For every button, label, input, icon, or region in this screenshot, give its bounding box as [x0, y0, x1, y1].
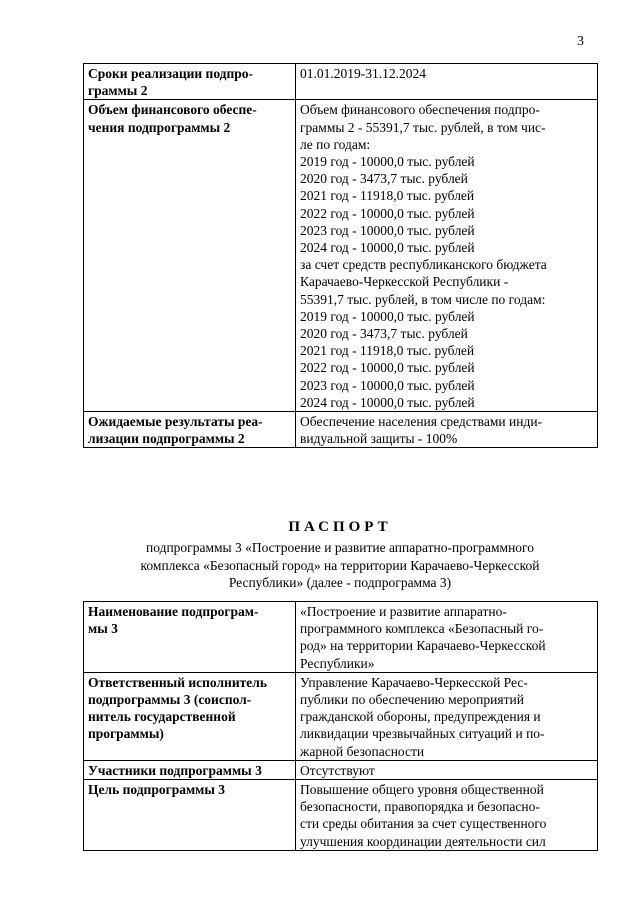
subprogram-3-passport-table [83, 601, 598, 851]
row-value-line: 2024 год - 10000,0 тыс. рублей [300, 394, 475, 410]
row-value-line: программного комплекса «Безопасный го- [300, 621, 544, 637]
row-value-line: ликвидации чрезвычайных ситуаций и по- [300, 726, 545, 742]
row-value-cell [296, 780, 598, 851]
row-label-line: Объем финансового обеспе- [88, 102, 257, 118]
table-row [84, 64, 598, 100]
row-value-line: Республики» [300, 655, 375, 671]
subtitle-line: Республики» (далее - подпрограмма 3) [228, 575, 452, 591]
subtitle-line: комплекса «Безопасный город» на территории Карачаево-Черкесской [140, 557, 540, 573]
passport-heading: ПАСПОРТ [288, 519, 392, 535]
row-label-line: лизации подпрограммы 2 [88, 431, 245, 447]
row-value-line: Обеспечение населения средствами инди- [300, 414, 543, 430]
row-value-line: за счет средств республиканского бюджета [300, 257, 547, 273]
row-label-line: Цель подпрограммы 3 [88, 782, 226, 798]
row-label-cell [84, 100, 296, 412]
row-value-line: Управление Карачаево-Черкесской Рес- [300, 674, 528, 690]
row-value-line: 55391,7 тыс. рублей, в том числе по годам: [300, 291, 546, 307]
row-value-line: Отсутствуют [300, 762, 375, 778]
table-row [84, 602, 598, 673]
row-value-line: 2022 год - 10000,0 тыс. рублей [300, 205, 475, 221]
row-value-cell [296, 672, 598, 760]
row-value-line: 2022 год - 10000,0 тыс. рублей [300, 360, 475, 376]
passport-subtitle [80, 539, 600, 592]
row-value-line: граммы 2 - 55391,7 тыс. рублей, в том чис- [300, 119, 546, 135]
row-value-cell [296, 412, 598, 448]
row-label-cell [84, 412, 296, 448]
row-value-line: видуальной защиты - 100% [300, 431, 458, 447]
row-label-line: чения подпрограммы 2 [88, 119, 231, 135]
row-label-line: Сроки реализации подпро- [88, 66, 254, 81]
row-value-line: жарной безопасности [300, 743, 425, 759]
row-label-cell [84, 672, 296, 760]
row-label-cell [84, 64, 296, 100]
page-number: 3 [577, 34, 584, 49]
row-value-line: «Построение и развитие аппаратно- [300, 604, 507, 619]
row-label-line: Ожидаемые результаты реа- [88, 414, 263, 430]
row-label-line: программы) [88, 726, 164, 742]
row-value-line: род» на территории Карачаево-Черкесской [300, 638, 546, 654]
row-value-cell [296, 100, 598, 412]
row-value-line: Объем финансового обеспечения подпро- [300, 102, 540, 118]
row-label-cell [84, 602, 296, 673]
row-value-line: гражданской обороны, предупреждения и [300, 709, 541, 725]
row-value-line: 01.01.2019-31.12.2024 [300, 66, 426, 81]
row-value-line: сти среды обитания за счет существенного [300, 816, 547, 832]
row-label-cell [84, 760, 296, 779]
row-label-line: Наименование подпрограм- [88, 604, 259, 619]
row-label-line: Участники подпрограммы 3 [88, 762, 262, 778]
row-label-cell [84, 780, 296, 851]
row-value-line: 2019 год - 10000,0 тыс. рублей [300, 154, 475, 170]
table-row [84, 672, 598, 760]
row-value-line: Карачаево-Черкесской Республики - [300, 274, 509, 290]
row-value-line: 2021 год - 11918,0 тыс. рублей [300, 188, 475, 204]
row-label-line: мы 3 [88, 621, 118, 637]
row-value-line: ле по годам: [300, 136, 371, 152]
row-label-line: нитель государственной [88, 709, 236, 725]
subtitle-line: подпрограммы 3 «Построение и развитие аппаратно-программного [145, 540, 535, 555]
row-value-line: 2021 год - 11918,0 тыс. рублей [300, 343, 475, 359]
row-value-line: 2020 год - 3473,7 тыс. рублей [300, 326, 468, 342]
row-label-line: граммы 2 [88, 83, 148, 99]
row-value-line: 2024 год - 10000,0 тыс. рублей [300, 240, 475, 256]
table-row [84, 412, 598, 448]
row-value-cell [296, 760, 598, 779]
row-value-line: 2019 год - 10000,0 тыс. рублей [300, 308, 475, 324]
row-value-line: публики по обеспечению мероприятий [300, 692, 524, 708]
row-label-line: Ответственный исполнитель [88, 674, 267, 690]
row-value-cell [296, 602, 598, 673]
table-row [84, 780, 598, 851]
row-value-line: улучшения координации деятельности сил [300, 833, 546, 849]
row-value-line: безопасности, правопорядка и безопасно- [300, 799, 540, 815]
subprogram-2-passport-table [83, 63, 598, 448]
row-value-line: 2023 год - 10000,0 тыс. рублей [300, 377, 475, 393]
row-value-cell [296, 64, 598, 100]
table-row [84, 760, 598, 779]
row-value-line: Повышение общего уровня общественной [300, 782, 544, 798]
row-value-line: 2020 год - 3473,7 тыс. рублей [300, 171, 468, 187]
table-row [84, 100, 598, 412]
row-value-line: 2023 год - 10000,0 тыс. рублей [300, 222, 475, 238]
row-label-line: подпрограммы 3 (соиспол- [88, 692, 252, 708]
